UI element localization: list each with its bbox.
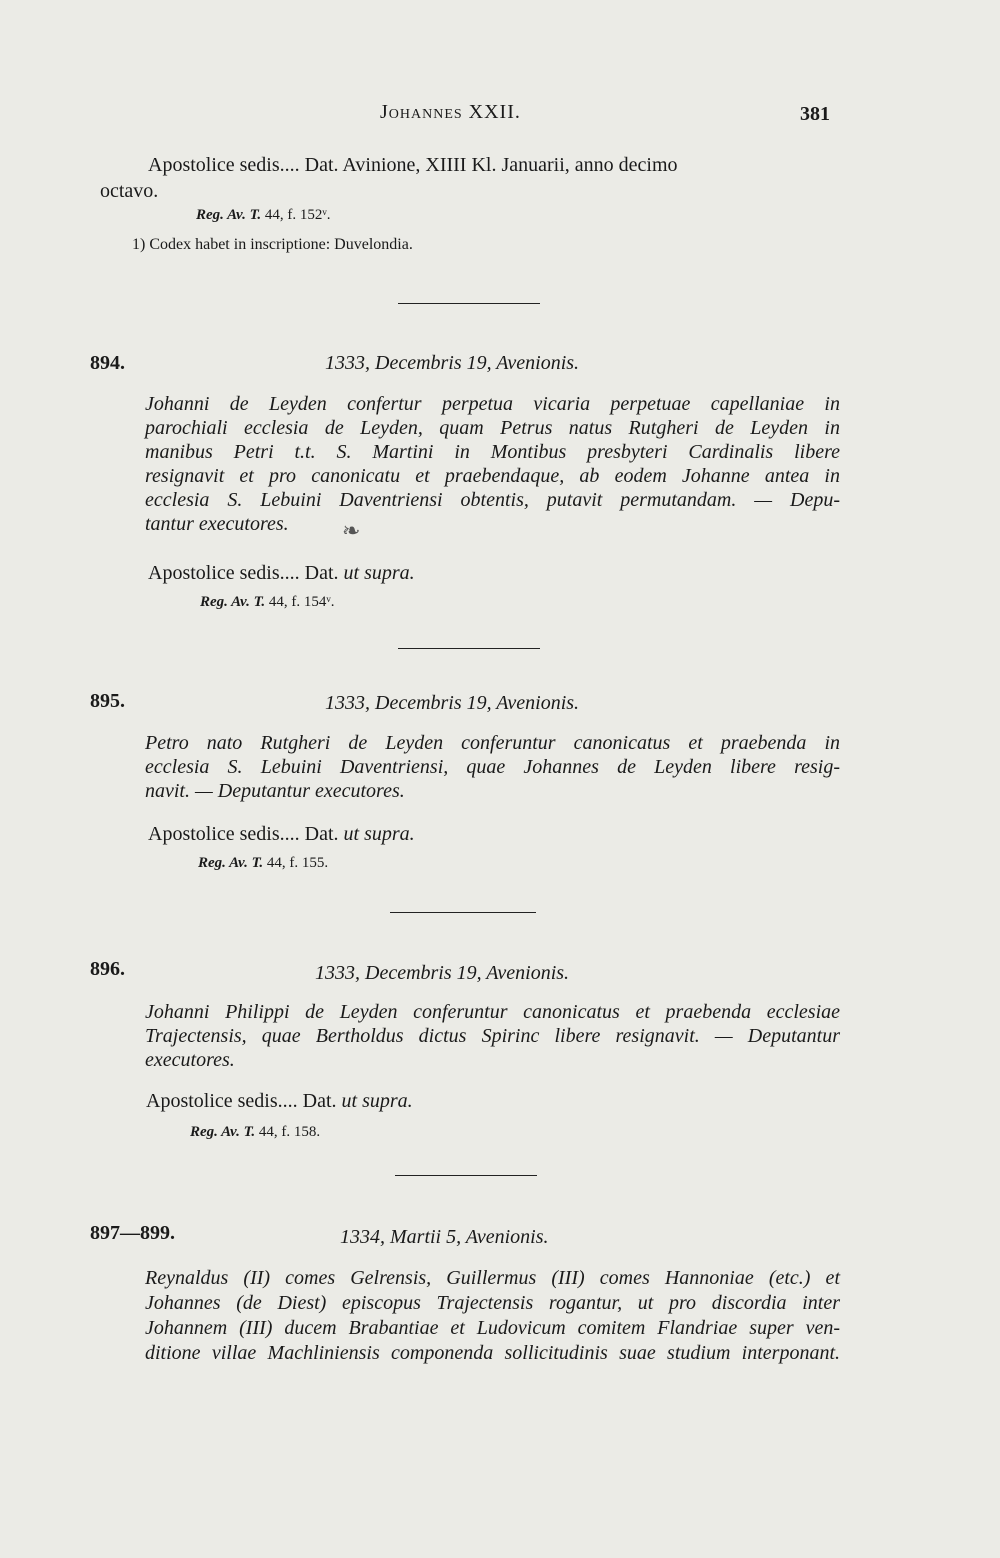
entry-number-897-899: 897—899. [90, 1222, 175, 1244]
entry-number-894: 894. [90, 352, 125, 374]
continuation-line-2: octavo. [100, 180, 159, 202]
register-folio: 44, f. 155. [266, 855, 329, 871]
separator-rule [390, 912, 536, 913]
summary-line: ecclesia S. Lebuini Daventriensi, quae Johannes de Leyden libere resig- [145, 756, 840, 778]
summary-line: ecclesia S. Lebuini Daventriensi obtentis, putavit permutandam. — Depu- [145, 489, 840, 511]
formula-ut-supra: ut supra. [343, 823, 415, 845]
summary-line: parochiali ecclesia de Leyden, quam Petrus natus Rutgheri de Leyden in [145, 417, 840, 439]
register-abbr: Reg. Av. T. [196, 207, 262, 223]
formula-text: Apostolice sedis.... Dat. [148, 823, 339, 845]
summary-line: Reynaldus (II) comes Gelrensis, Guillermus (III) comes Hannoniae (etc.) et [145, 1267, 840, 1289]
running-title: Johannes XXII. [380, 101, 521, 123]
formula-894 [148, 562, 415, 585]
summary-line: Petro nato Rutgheri de Leyden conferuntur canonicatus et praebenda in [145, 732, 840, 754]
page-number: 381 [800, 103, 830, 125]
summary-line: executores. [145, 1049, 235, 1071]
register-folio: 44, f. 154ᵛ. [268, 594, 335, 610]
footnote: 1) Codex habet in inscriptione: Duvelondia. [132, 236, 413, 253]
entry-date-896: 1333, Decembris 19, Avenionis. [315, 962, 570, 984]
register-abbr: Reg. Av. T. [190, 1124, 256, 1140]
summary-line: Trajectensis, quae Bertholdus dictus Spirinc libere resignavit. — Deputantur [145, 1025, 840, 1047]
formula-896 [146, 1090, 413, 1113]
summary-line: Johanni de Leyden confertur perpetua vicaria perpetuae capellaniae in [145, 393, 840, 415]
formula-ut-supra: ut supra. [343, 562, 415, 584]
formula-text: Apostolice sedis.... Dat. [146, 1090, 337, 1112]
formula-ut-supra: ut supra. [341, 1090, 413, 1112]
continuation-line-1: Apostolice sedis.... Dat. Avinione, XIIII Kl. Januarii, anno decimo [148, 154, 678, 176]
summary-line: Johanni Philippi de Leyden conferuntur canonicatus et praebenda ecclesiae [145, 1001, 840, 1023]
entry-date-897-899: 1334, Martii 5, Avenionis. [340, 1226, 549, 1248]
entry-number-896: 896. [90, 958, 125, 980]
summary-line: manibus Petri t.t. S. Martini in Montibus presbyteri Cardinalis libere [145, 441, 840, 463]
entry-number-895: 895. [90, 690, 125, 712]
register-folio: 44, f. 158. [258, 1124, 321, 1140]
continuation-register-ref [196, 207, 331, 224]
register-ref-895 [198, 855, 328, 872]
register-ref-896 [190, 1124, 320, 1141]
separator-rule [398, 648, 540, 649]
entry-summary-895 [145, 731, 840, 803]
summary-line: tantur executores. [145, 513, 289, 535]
separator-rule [398, 303, 540, 304]
summary-line: navit. — Deputantur executores. [145, 780, 405, 802]
register-ref-894 [200, 594, 335, 611]
entry-date-895: 1333, Decembris 19, Avenionis. [325, 692, 580, 714]
register-abbr: Reg. Av. T. [198, 855, 264, 871]
ink-mark: ❧ [342, 518, 361, 543]
summary-line: ditione villae Machliniensis componenda sollicitudinis suae studium interponant. [145, 1342, 840, 1364]
entry-summary-896 [145, 1000, 840, 1072]
formula-text: Apostolice sedis.... Dat. [148, 562, 339, 584]
summary-line: resignavit et pro canonicatu et praebendaque, ab eodem Johanne antea in [145, 465, 840, 487]
formula-895 [148, 823, 415, 846]
entry-summary-897-899 [145, 1266, 840, 1366]
separator-rule [395, 1175, 537, 1176]
summary-line: Johannem (III) ducem Brabantiae et Ludovicum comitem Flandriae super ven- [145, 1317, 840, 1339]
register-folio: 44, f. 152ᵛ. [264, 207, 331, 223]
entry-date-894: 1333, Decembris 19, Avenionis. [325, 352, 580, 374]
entry-summary-894 [145, 392, 840, 536]
register-abbr: Reg. Av. T. [200, 594, 266, 610]
summary-line: Johannes (de Diest) episcopus Trajectensis rogantur, ut pro discordia inter [145, 1292, 840, 1314]
